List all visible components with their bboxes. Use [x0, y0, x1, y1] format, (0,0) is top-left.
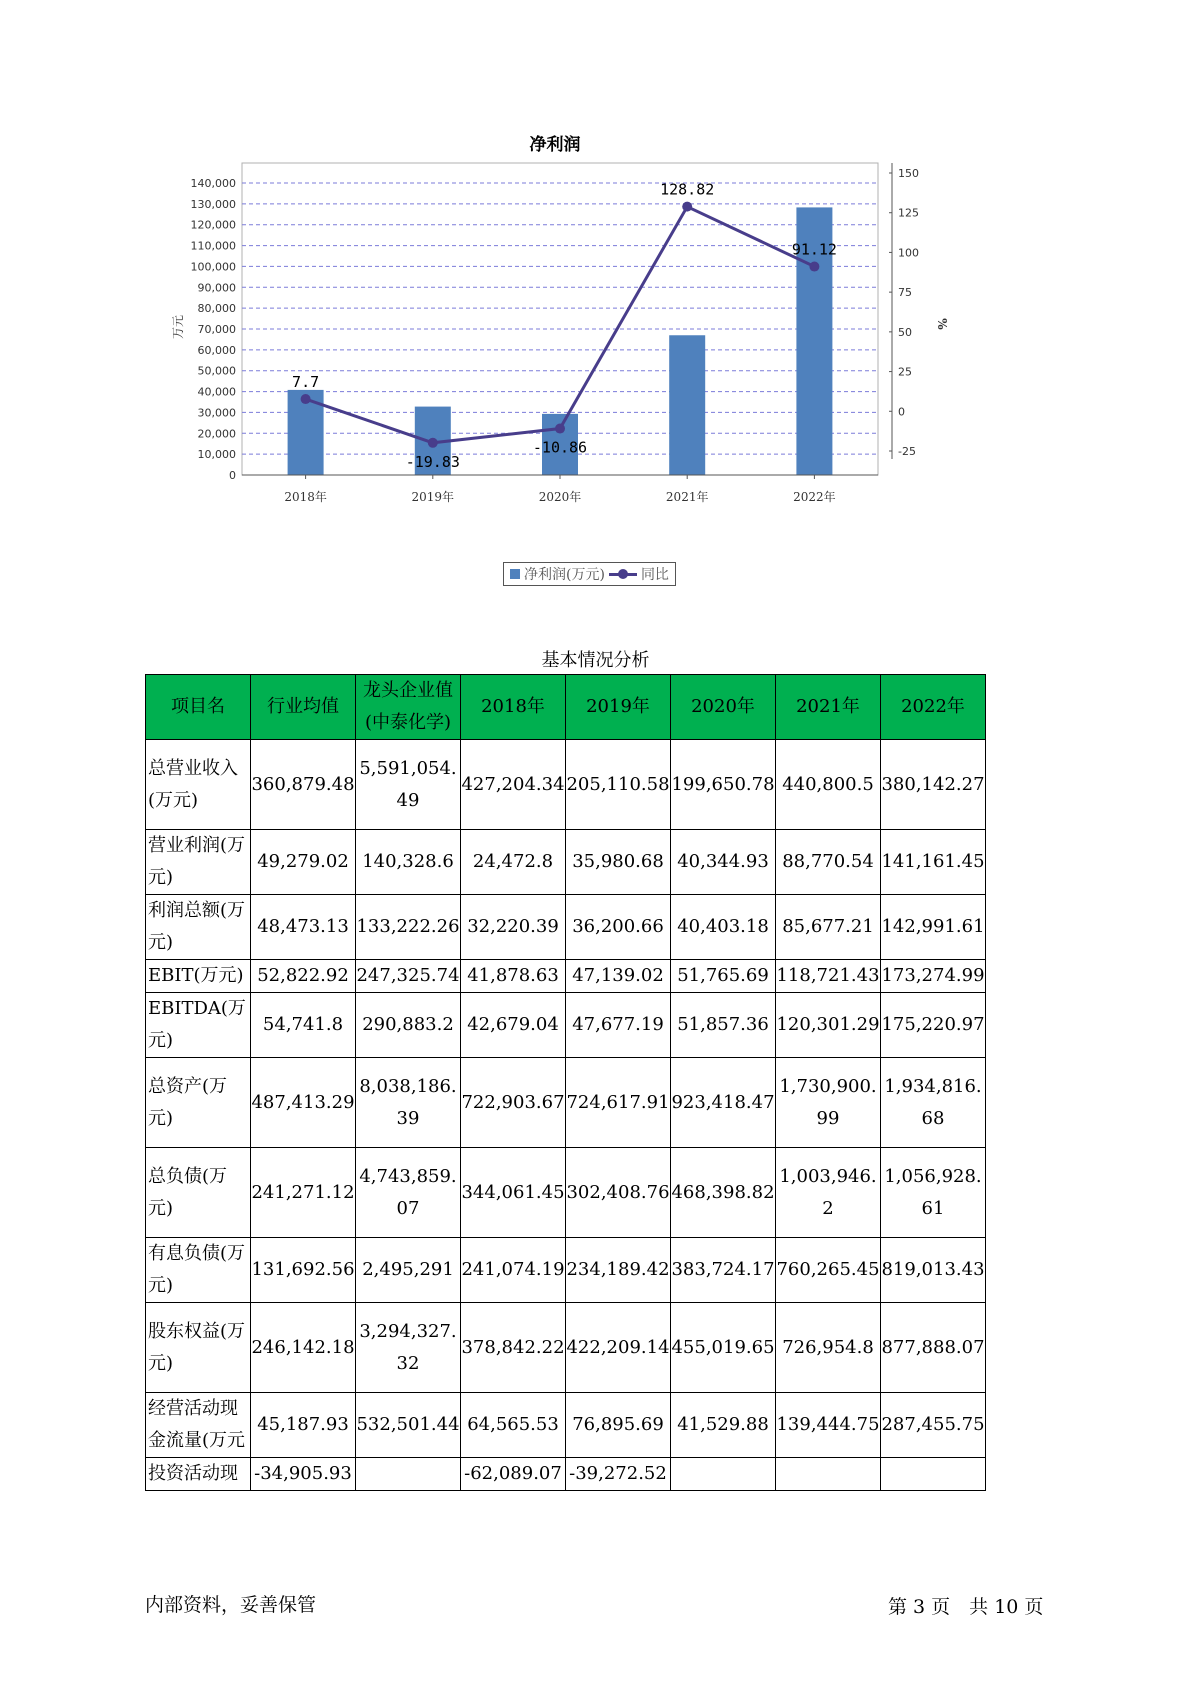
y-tick-label-left: 50,000 [197, 364, 236, 378]
table-cell: 287,455.75 [881, 1393, 986, 1458]
row-label: 总负债(万元) [146, 1148, 251, 1238]
table-cell: 722,903.67 [461, 1058, 566, 1148]
yoy-point [809, 262, 819, 272]
table-cell: 246,142.18 [251, 1303, 356, 1393]
y-tick-label-right: 50 [898, 325, 912, 339]
table-title: 基本情况分析 [541, 650, 650, 671]
table-row [146, 895, 986, 960]
table-cell: 139,444.75 [776, 1393, 881, 1458]
row-label: 投资活动现 [146, 1458, 251, 1491]
table-cell: 85,677.21 [776, 895, 881, 960]
legend-label-bar: 净利润(万元) [524, 567, 605, 583]
table-cell: 724,617.91 [566, 1058, 671, 1148]
table-cell: 64,565.53 [461, 1393, 566, 1458]
table-cell: 344,061.45 [461, 1148, 566, 1238]
table-cell: 4,743,859.07 [356, 1148, 461, 1238]
table-cell [356, 1458, 461, 1491]
x-tick-label: 2020年 [538, 490, 582, 504]
table-body [146, 740, 986, 1491]
table-cell: 47,139.02 [566, 960, 671, 993]
table-cell: 234,189.42 [566, 1238, 671, 1303]
table-cell: 247,325.74 [356, 960, 461, 993]
table-cell [776, 1458, 881, 1491]
y-tick-label-left: 70,000 [197, 323, 236, 336]
header-2021: 2021年 [776, 675, 881, 740]
yoy-data-label: -19.83 [405, 452, 460, 471]
row-label: 经营活动现金流量(万元 [146, 1393, 251, 1458]
table-cell: 3,294,327.32 [356, 1303, 461, 1393]
table-cell: 118,721.43 [776, 960, 881, 993]
table-cell: 455,019.65 [671, 1303, 776, 1393]
y-tick-label-left: 140,000 [190, 177, 236, 190]
x-tick-label: 2022年 [793, 490, 836, 504]
yoy-data-label: 91.12 [791, 240, 837, 259]
chart-legend [503, 562, 676, 586]
y-tick-label-left: 90,000 [197, 281, 236, 295]
table-cell: 133,222.26 [356, 895, 461, 960]
table-cell: 726,954.8 [776, 1303, 881, 1393]
table-row [146, 1058, 986, 1148]
table-cell: 302,408.76 [566, 1148, 671, 1238]
y-tick-label-right: -25 [898, 445, 916, 458]
y-tick-label-right: 125 [898, 206, 919, 220]
table-cell: 378,842.22 [461, 1303, 566, 1393]
header-2020: 2020年 [671, 675, 776, 740]
y-tick-label-left: 110,000 [190, 239, 236, 253]
y-tick-label-left: 10,000 [197, 448, 236, 462]
table-row [146, 1303, 986, 1393]
table-cell: 49,279.02 [251, 830, 356, 895]
footer-confidential-note: 内部资料，妥善保管 [145, 1594, 317, 1616]
table-cell: 40,403.18 [671, 895, 776, 960]
table-cell: 760,265.45 [776, 1238, 881, 1303]
table-row [146, 1148, 986, 1238]
table-cell: 173,274.99 [881, 960, 986, 993]
table-row [146, 1458, 986, 1491]
table-cell: 52,822.92 [251, 960, 356, 993]
yoy-point [682, 202, 692, 212]
header-2022: 2022年 [881, 675, 986, 740]
row-label: 利润总额(万元) [146, 895, 251, 960]
table-row [146, 740, 986, 830]
y-tick-label-left: 20,000 [197, 427, 236, 441]
table-cell: 140,328.6 [356, 830, 461, 895]
bar-2021年 [669, 335, 705, 475]
table-cell: 51,765.69 [671, 960, 776, 993]
table-cell: 24,472.8 [461, 830, 566, 895]
y-tick-label-left: 80,000 [197, 302, 236, 316]
table-cell: 440,800.5 [776, 740, 881, 830]
table-cell: 241,271.12 [251, 1148, 356, 1238]
y-tick-label-right: 0 [898, 405, 905, 419]
header-industry-avg: 行业均值 [251, 675, 356, 740]
table-cell: 51,857.36 [671, 993, 776, 1058]
table-cell: 36,200.66 [566, 895, 671, 960]
table-cell [881, 1458, 986, 1491]
table-cell: 32,220.39 [461, 895, 566, 960]
y-tick-label-left: 30,000 [197, 406, 236, 420]
y-tick-label-left: 130,000 [190, 197, 236, 211]
basic-analysis-table [145, 674, 986, 1491]
row-label: 股东权益(万元) [146, 1303, 251, 1393]
table-cell: 76,895.69 [566, 1393, 671, 1458]
row-label: 总营业收入(万元) [146, 740, 251, 830]
table-cell: 819,013.43 [881, 1238, 986, 1303]
table-cell: 142,991.61 [881, 895, 986, 960]
table-header-row [146, 675, 986, 740]
table-cell: 41,878.63 [461, 960, 566, 993]
yoy-point [428, 438, 438, 448]
table-cell: 1,056,928.61 [881, 1148, 986, 1238]
yoy-data-label: 7.7 [292, 373, 320, 392]
legend-bar-swatch [510, 569, 520, 579]
table-cell: 48,473.13 [251, 895, 356, 960]
table-cell: 141,161.45 [881, 830, 986, 895]
table-cell: 88,770.54 [776, 830, 881, 895]
table-cell: 120,301.29 [776, 993, 881, 1058]
table-cell: 360,879.48 [251, 740, 356, 830]
y-tick-label-left: 120,000 [190, 218, 236, 232]
table-cell: 42,679.04 [461, 993, 566, 1058]
table-cell: 40,344.93 [671, 830, 776, 895]
table-cell: 45,187.93 [251, 1393, 356, 1458]
row-label: 总资产(万元) [146, 1058, 251, 1148]
table-cell: 923,418.47 [671, 1058, 776, 1148]
table-cell: 199,650.78 [671, 740, 776, 830]
y-tick-label-left: 0 [229, 469, 236, 482]
table-cell: 54,741.8 [251, 993, 356, 1058]
table-cell: 427,204.34 [461, 740, 566, 830]
legend-label-line: 同比 [640, 567, 669, 583]
row-label: EBIT(万元) [146, 960, 251, 993]
header-2018: 2018年 [461, 675, 566, 740]
yoy-point [555, 424, 565, 434]
table-row [146, 830, 986, 895]
yoy-point [301, 394, 311, 404]
y-tick-label-left: 100,000 [190, 260, 236, 274]
table-cell: 2,495,291 [356, 1238, 461, 1303]
y-tick-label-right: 100 [898, 246, 919, 260]
table-cell: 1,003,946.2 [776, 1148, 881, 1238]
yoy-data-label: -10.86 [532, 438, 588, 457]
header-leader-value: 龙头企业值(中泰化学) [356, 675, 461, 740]
table-cell: 487,413.29 [251, 1058, 356, 1148]
y-tick-label-right: 150 [898, 167, 919, 180]
header-2019: 2019年 [566, 675, 671, 740]
yoy-data-label: 128.82 [660, 180, 715, 199]
table-cell: 175,220.97 [881, 993, 986, 1058]
table-cell: 8,038,186.39 [356, 1058, 461, 1148]
table-cell: 532,501.44 [356, 1393, 461, 1458]
table-cell: 422,209.14 [566, 1303, 671, 1393]
table-cell: 5,591,054.49 [356, 740, 461, 830]
x-tick-label: 2019年 [411, 490, 455, 504]
y-axis-label-right: % [935, 318, 949, 330]
y-tick-label-right: 25 [898, 365, 912, 379]
table-cell: 290,883.2 [356, 993, 461, 1058]
table-cell: 241,074.19 [461, 1238, 566, 1303]
table-cell: 1,730,900.99 [776, 1058, 881, 1148]
table-cell: 47,677.19 [566, 993, 671, 1058]
table-row [146, 960, 986, 993]
table-row [146, 993, 986, 1058]
table-cell: -39,272.52 [566, 1458, 671, 1491]
table-cell: 1,934,816.68 [881, 1058, 986, 1148]
row-label: EBITDA(万元) [146, 993, 251, 1058]
table-row [146, 1238, 986, 1303]
table-cell: -62,089.07 [461, 1458, 566, 1491]
table-cell: 131,692.56 [251, 1238, 356, 1303]
row-label: 营业利润(万元) [146, 830, 251, 895]
table-cell: 383,724.17 [671, 1238, 776, 1303]
table-cell: 41,529.88 [671, 1393, 776, 1458]
chart-title: 净利润 [529, 135, 581, 155]
table-cell: 35,980.68 [566, 830, 671, 895]
table-cell: 468,398.82 [671, 1148, 776, 1238]
table-cell: 380,142.27 [881, 740, 986, 830]
x-tick-label: 2021年 [665, 490, 709, 504]
chart-canvas [160, 135, 1040, 595]
y-axis-label-left: 万元 [171, 314, 185, 340]
header-item-name: 项目名 [146, 675, 251, 740]
y-tick-label-left: 60,000 [197, 343, 236, 357]
table-cell [671, 1458, 776, 1491]
table-cell: 877,888.07 [881, 1303, 986, 1393]
yoy-line [306, 207, 815, 443]
table-cell: -34,905.93 [251, 1458, 356, 1491]
net-profit-chart [160, 135, 1040, 595]
legend-line-swatch [609, 569, 637, 579]
x-tick-label: 2018年 [284, 490, 327, 504]
table-cell: 205,110.58 [566, 740, 671, 830]
y-tick-label-right: 75 [898, 286, 912, 300]
y-tick-label-left: 40,000 [197, 385, 236, 399]
table-row [146, 1393, 986, 1458]
row-label: 有息负债(万元) [146, 1238, 251, 1303]
footer-page-number: 第 3 页 共 10 页 [888, 1596, 1044, 1618]
